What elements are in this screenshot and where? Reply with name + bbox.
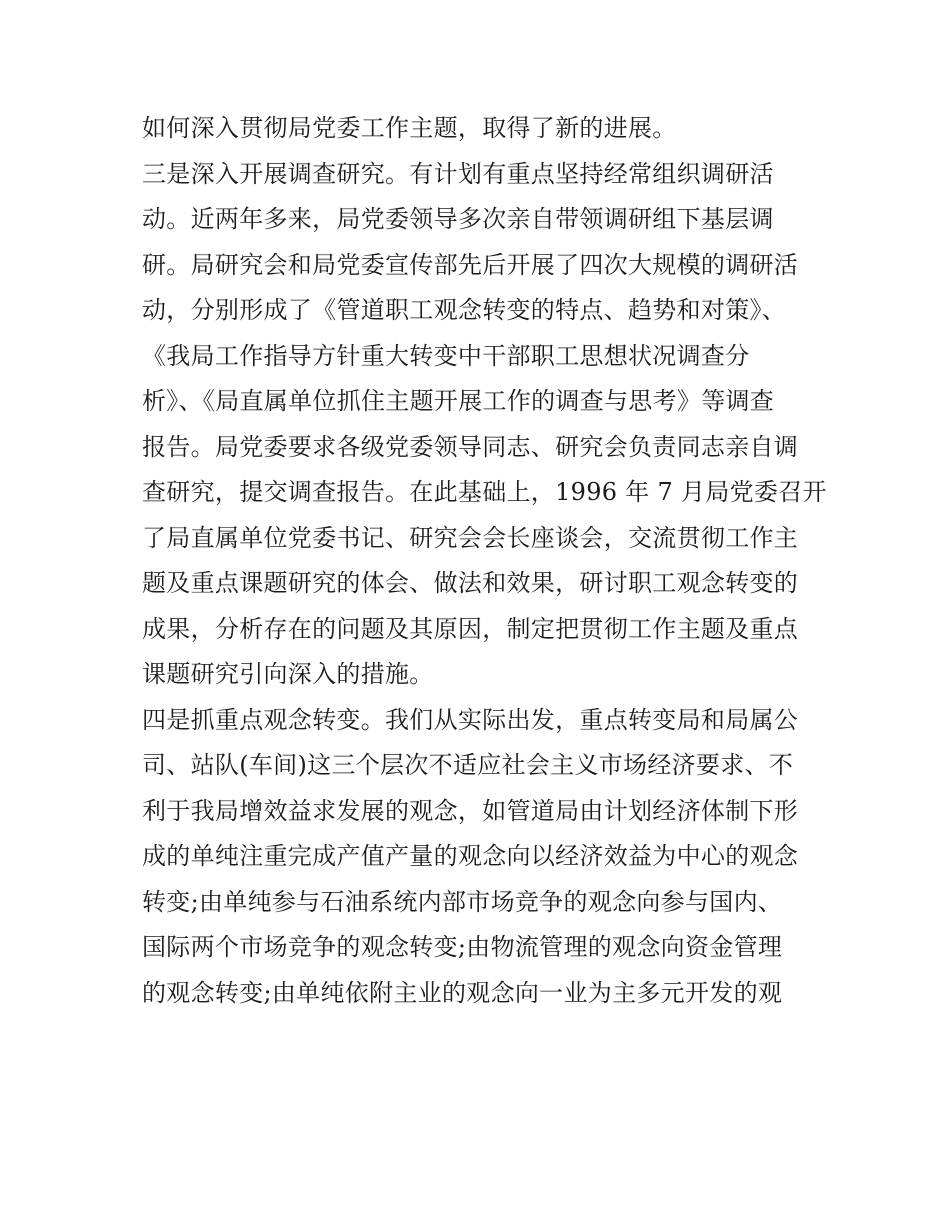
text-line-16: 利于我局增效益求发展的观念，如管道局由计划经济体制下形	[142, 796, 799, 825]
text-line-10: 了局直属单位党委书记、研究会会长座谈会，交流贯彻工作主	[142, 523, 799, 552]
text-line-12: 成果，分析存在的问题及其原因，制定把贯彻工作主题及重点	[142, 614, 799, 643]
text-line-14: 四是抓重点观念转变。我们从实际出发，重点转变局和局属公	[142, 705, 799, 734]
text-line-1: 如何深入贯彻局党委工作主题，取得了新的进展。	[142, 114, 677, 142]
text-line-8: 报告。局党委要求各级党委领导同志、研究会负责同志亲自调	[142, 432, 799, 461]
text-line-20: 的观念转变;由单纯依附主业的观念向一业为主多元开发的观	[142, 978, 783, 1007]
text-line-13: 课题研究引向深入的措施。	[142, 660, 434, 688]
text-line-5: 动，分别形成了《管道职工观念转变的特点、趋势和对策》、	[142, 296, 787, 324]
text-line-2: 三是深入开展调查研究。有计划有重点坚持经常组织调研活	[142, 159, 774, 188]
text-line-7: 析》、《局直属单位抓住主题开展工作的调查与思考》等调查	[142, 387, 775, 415]
text-line-3: 动。近两年多来，局党委领导多次亲自带领调研组下基层调	[142, 205, 774, 233]
text-line-6: 《我局工作指导方针重大转变中干部职工思想状况调查分	[142, 341, 750, 370]
text-line-19: 国际两个市场竞争的观念转变;由物流管理的观念向资金管理	[142, 933, 783, 961]
text-line-17: 成的单纯注重完成产值产量的观念向以经济效益为中心的观念	[142, 842, 799, 870]
text-line-11: 题及重点课题研究的体会、做法和效果，研讨职工观念转变的	[142, 569, 799, 597]
body-text	[142, 106, 827, 1016]
text-line-15: 司、站队(车间)这三个层次不适应社会主义市场经济要求、不	[142, 751, 794, 779]
text-line-18: 转变;由单纯参与石油系统内部市场竞争的观念向参与国内、	[142, 887, 783, 916]
text-line-9: 查研究，提交调查报告。在此基础上，1996 年 7 月局党委召开	[142, 478, 827, 506]
text-line-4: 研。局研究会和局党委宣传部先后开展了四次大规模的调研活	[142, 250, 799, 279]
